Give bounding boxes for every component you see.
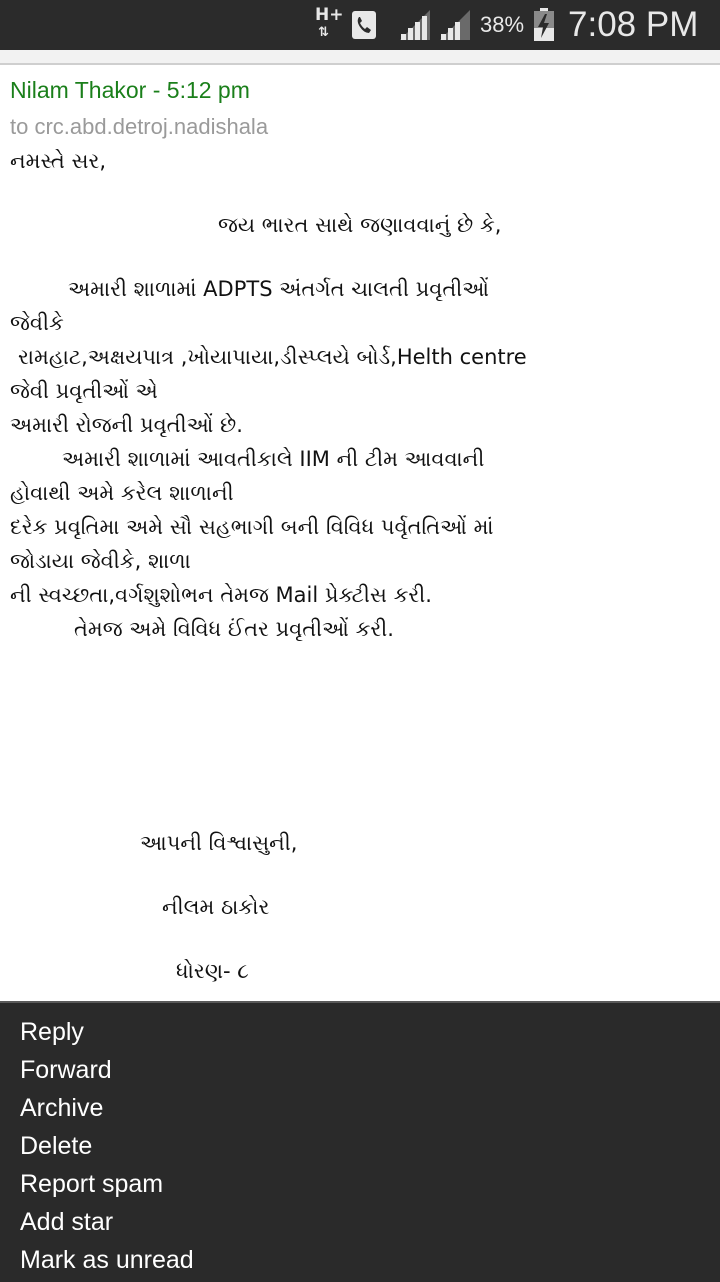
- context-menu: [0, 1001, 720, 1282]
- body-line: નમસ્તે સર,: [10, 149, 107, 173]
- body-line: તેમજ અમે વિવિધ ઈંતર પ્રવૃતીઓં કરી.: [74, 617, 394, 641]
- menu-item-report-spam[interactable]: Report spam: [20, 1169, 164, 1198]
- menu-item-mark-unread[interactable]: Mark as unread: [20, 1245, 194, 1274]
- status-clock: 7:08 PM: [568, 5, 699, 44]
- menu-item-reply[interactable]: Reply: [20, 1017, 84, 1046]
- sender-line: Nilam Thakor - 5:12 pm: [10, 77, 250, 103]
- signature-closing: આપની વિશ્વાસુની,: [140, 831, 298, 855]
- top-divider: [0, 50, 720, 65]
- body-line: જય ભારત સાથે જણાવવાનું છે કે,: [218, 213, 502, 237]
- recipient-line: to crc.abd.detroj.nadishala: [10, 114, 269, 139]
- battery-percent: 38%: [480, 12, 525, 37]
- menu-item-delete[interactable]: Delete: [20, 1131, 93, 1160]
- network-type-label: H+: [315, 5, 344, 25]
- phone-handset-icon: [351, 0, 379, 50]
- body-line: રામહાટ,અક્ષયપાત્ર ,ખોયાપાયા,ડીસ્પ્લયે બોર્ડ,Helth centre: [18, 345, 527, 369]
- body-line: હોવાથી અમે કરેલ શાળાની: [10, 481, 234, 505]
- signature-name: નીલમ ઠાકોર: [162, 895, 270, 919]
- body-line: જેવી પ્રવૃતીઓં એ: [10, 379, 158, 403]
- body-line: જેવીકે: [10, 311, 64, 335]
- signal-bars-icon: [438, 0, 474, 50]
- signal-bars-icon: [398, 0, 434, 50]
- menu-item-forward[interactable]: Forward: [20, 1055, 112, 1084]
- network-activity-arrows: ⇅: [318, 25, 329, 40]
- body-line: ની સ્વચ્છતા,વર્ગશુશોભન તેમજ Mail પ્રેક્ટીસ કરી.: [10, 583, 432, 607]
- network-hplus-icon: [313, 0, 345, 50]
- email-view[interactable]: [0, 65, 720, 1001]
- body-line: અમારી શાળામાં ADPTS અંતર્ગત ચાલતી પ્રવૃતીઓં: [68, 277, 489, 301]
- signature-grade: ધોરણ- ૮: [176, 959, 249, 983]
- body-line: જોડાયા જેવીકે, શાળા: [10, 549, 191, 573]
- status-bar: [0, 0, 720, 50]
- body-line: અમારી શાળામાં આવતીકાલે IIM ની ટીમ આવવાની: [62, 447, 485, 471]
- battery-charging-icon: [533, 0, 559, 50]
- menu-item-add-star[interactable]: Add star: [20, 1207, 114, 1236]
- body-line: અમારી રોજની પ્રવૃતીઓં છે.: [10, 413, 243, 437]
- menu-item-archive[interactable]: Archive: [20, 1093, 104, 1122]
- body-line: દરેક પ્રવૃતિમા અમે સૌ સહભાગી બની વિવિધ પર્વૃતતિઓં માં: [10, 515, 494, 539]
